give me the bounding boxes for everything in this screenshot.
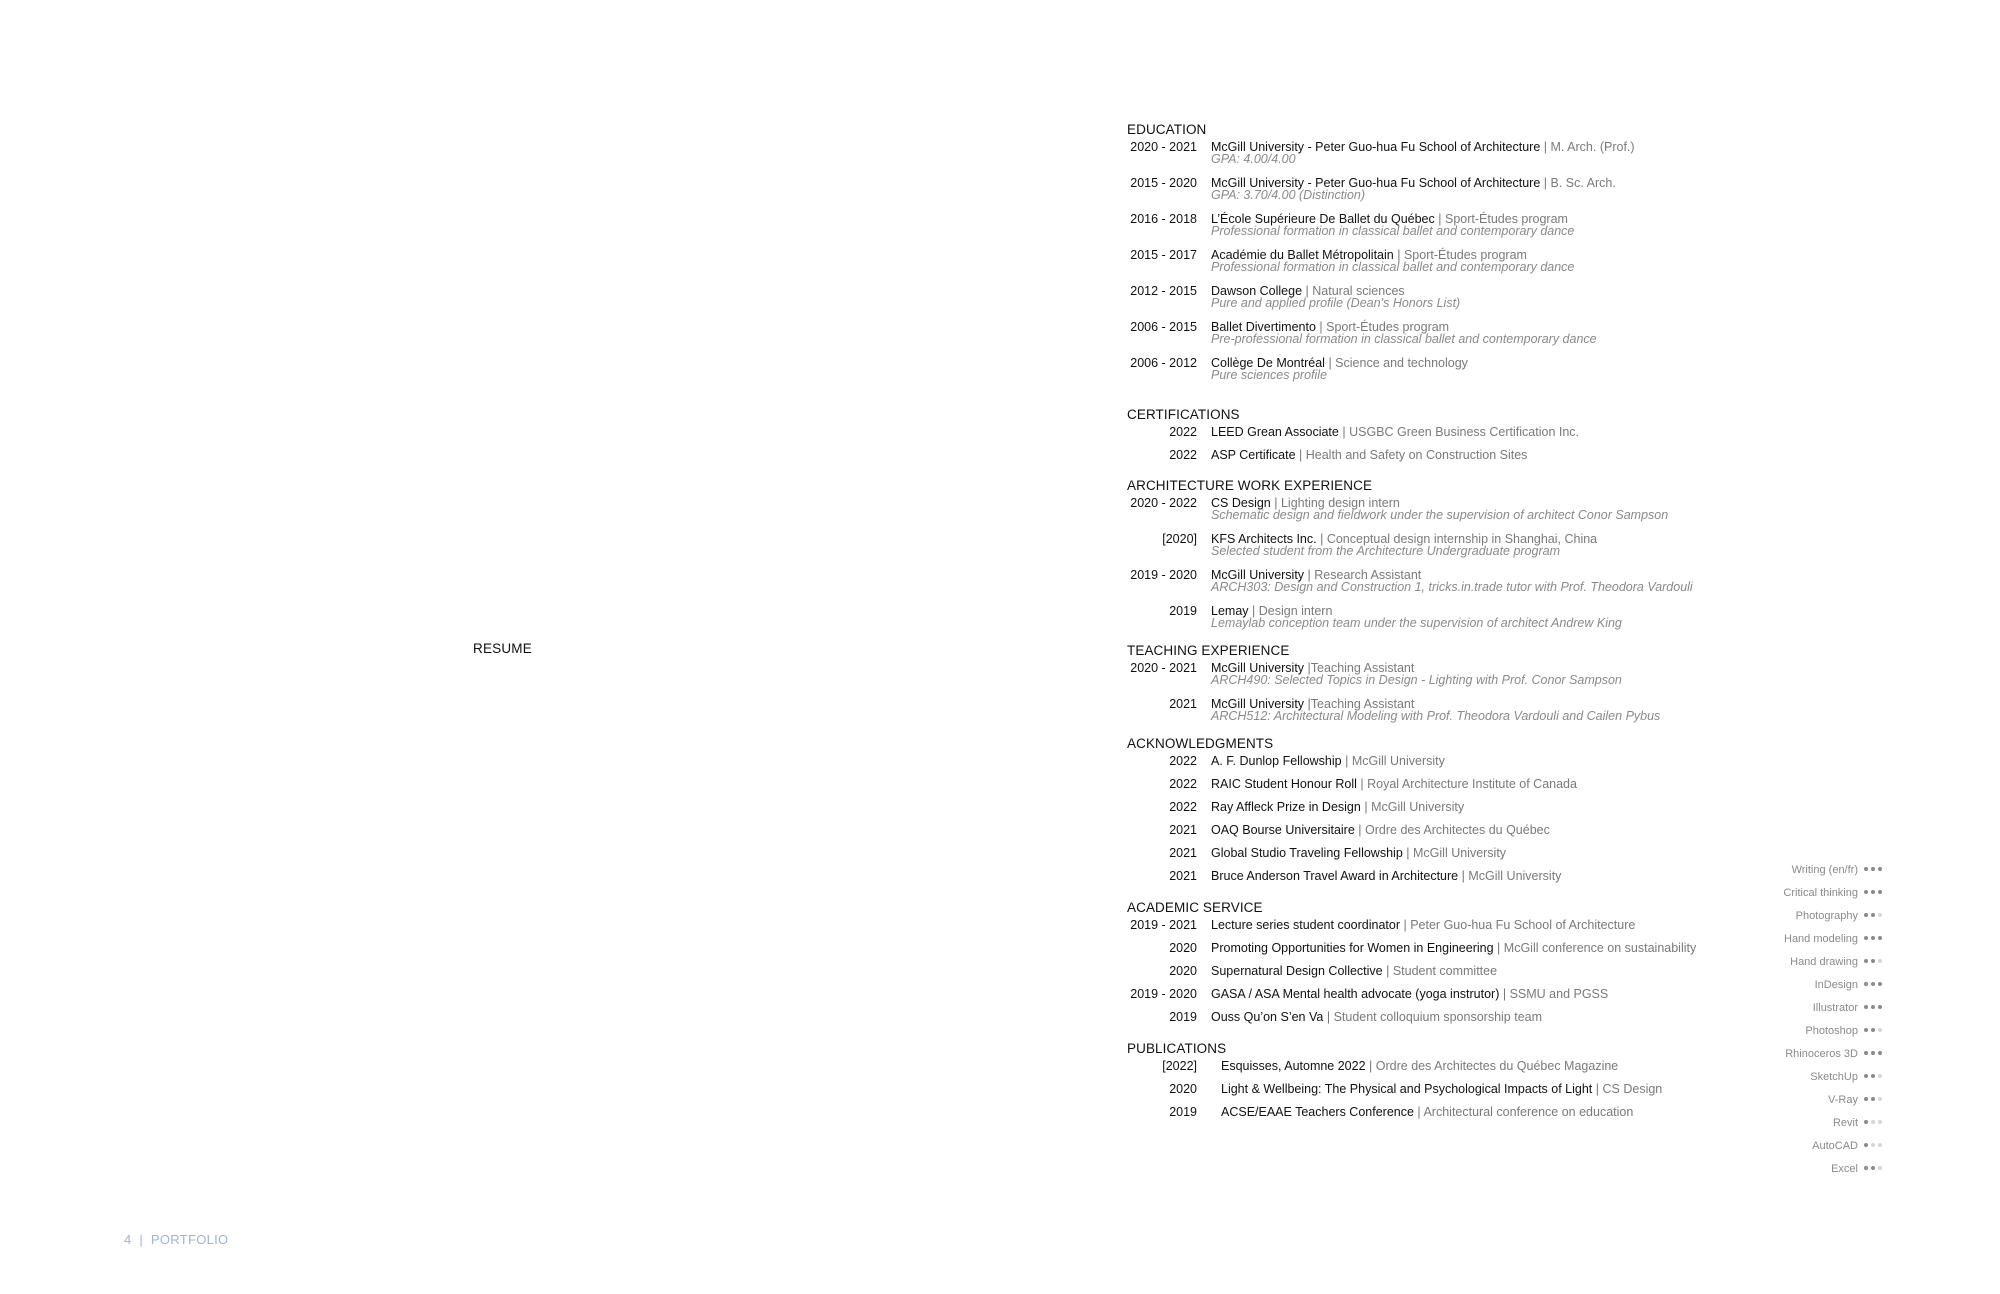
acknowledgment-entry: 2022 RAIC Student Honour Roll | Royal Architecture Institute of Canada (1127, 776, 1747, 799)
skill-item (1740, 862, 1882, 885)
rating-dot-empty-icon (1878, 1028, 1882, 1032)
entry-date: 2020 (1169, 964, 1197, 978)
entry-date: 2015 - 2020 (1130, 176, 1197, 190)
entry-detail: Sport-Études program (1403, 248, 1527, 262)
rating-dot-filled-icon (1871, 890, 1875, 894)
education-entry: 2012 - 2015 Dawson College | Natural sciences Pure and applied profile (Dean’s Honors List) (1127, 283, 1747, 319)
entry-title: Collège De Montréal (1211, 356, 1325, 370)
rating-dot-empty-icon (1878, 1120, 1882, 1124)
entry-title: ACSE/EAAE Teachers Conference (1221, 1105, 1414, 1119)
entry-detail: Ordre des Architectes du Québec Magazine (1375, 1059, 1619, 1073)
entry-title: McGill University (1211, 661, 1305, 675)
education-heading: EDUCATION (1127, 122, 1207, 137)
entry-date: 2021 (1169, 823, 1197, 837)
entry-date: 2020 (1169, 941, 1197, 955)
skill-name: V-Ray (1828, 1094, 1858, 1106)
rating-dot-empty-icon (1878, 913, 1882, 917)
entry-title: GASA / ASA Mental health advocate (yoga instrutor) (1211, 987, 1500, 1001)
entry-note: ARCH490: Selected Topics in Design - Lighting with Prof. Conor Sampson (1211, 673, 1622, 687)
page-number: 4 (124, 1232, 132, 1247)
acknowledgment-entry: 2022 Ray Affleck Prize in Design | McGill University (1127, 799, 1747, 822)
entry-title: Global Studio Traveling Fellowship (1211, 846, 1403, 860)
rating-dot-filled-icon (1871, 1028, 1875, 1032)
acknowledgment-entry: 2022 A. F. Dunlop Fellowship | McGill University (1127, 753, 1747, 776)
publication-entry: 2019 ACSE/EAAE Teachers Conference | Architectural conference on education (1127, 1104, 1747, 1127)
entry-detail: McGill University (1468, 869, 1562, 883)
rating-dot-empty-icon (1878, 959, 1882, 963)
acknowledgment-entry: 2021 OAQ Bourse Universitaire | Ordre des Architectes du Québec (1127, 822, 1747, 845)
rating-dot-filled-icon (1864, 890, 1868, 894)
skill-item (1740, 1046, 1882, 1069)
entry-title: KFS Architects Inc. (1211, 532, 1317, 546)
entry-date: [2022] (1162, 1059, 1197, 1073)
entry-detail: Student colloquium sponsorship team (1333, 1010, 1543, 1024)
education-entry: 2020 - 2021 McGill University - Peter Guo-hua Fu School of Architecture | M. Arch. (Prof.) GPA: 4.00/4.00 (1127, 139, 1747, 175)
acknowledgments-list (1127, 753, 1747, 891)
entry-date: 2022 (1169, 448, 1197, 462)
rating-dot-filled-icon (1871, 867, 1875, 871)
teaching-entry: 2020 - 2021 McGill University |Teaching Assistant ARCH490: Selected Topics in Design - Lighting with Prof. Conor Sampson (1127, 660, 1747, 696)
rating-dot-filled-icon (1864, 959, 1868, 963)
entry-title: LEED Grean Associate (1211, 425, 1339, 439)
entry-detail: Architectural conference on education (1423, 1105, 1634, 1119)
education-entry: 2015 - 2020 McGill University - Peter Guo-hua Fu School of Architecture | B. Sc. Arch. GPA: 3.70/4.00 (Distinction) (1127, 175, 1747, 211)
rating-dot-filled-icon (1864, 1051, 1868, 1055)
education-list (1127, 139, 1747, 391)
entry-date: 2020 - 2021 (1130, 661, 1197, 675)
rating-dot-filled-icon (1864, 1074, 1868, 1078)
skill-name: Rhinoceros 3D (1785, 1048, 1858, 1060)
entry-date: 2020 - 2022 (1130, 496, 1197, 510)
service-entry: 2019 Ouss Qu’on S’en Va | Student colloquium sponsorship team (1127, 1009, 1747, 1032)
entry-note: Pure sciences profile (1211, 368, 1328, 382)
skill-name: AutoCAD (1812, 1140, 1858, 1152)
architecture-heading: ARCHITECTURE WORK EXPERIENCE (1127, 478, 1373, 493)
academic-heading: ACADEMIC SERVICE (1127, 900, 1263, 915)
skill-item (1740, 977, 1882, 1000)
entry-date: 2015 - 2017 (1130, 248, 1197, 262)
skill-item (1740, 1138, 1882, 1161)
entry-note: Professional formation in classical ballet and contemporary dance (1211, 224, 1575, 238)
skill-item (1740, 1000, 1882, 1023)
entry-note: Pure and applied profile (Dean’s Honors List) (1211, 296, 1461, 310)
entry-title: Bruce Anderson Travel Award in Architecture (1211, 869, 1459, 883)
footer-separator: | (139, 1232, 144, 1247)
entry-date: 2022 (1169, 800, 1197, 814)
certifications-heading: CERTIFICATIONS (1127, 407, 1240, 422)
skill-rating (1861, 885, 1882, 901)
entry-detail: Peter Guo-hua Fu School of Architecture (1410, 918, 1636, 932)
entry-title: Esquisses, Automne 2022 (1221, 1059, 1366, 1073)
entry-detail: B. Sc. Arch. (1550, 176, 1616, 190)
entry-date: 2006 - 2015 (1130, 320, 1197, 334)
rating-dot-filled-icon (1864, 867, 1868, 871)
education-entry: 2016 - 2018 L’École Supérieure De Ballet du Québec | Sport-Études program Professional formation in classical ballet and contemporary dance (1127, 211, 1747, 247)
rating-dot-empty-icon (1878, 1074, 1882, 1078)
rating-dot-filled-icon (1864, 982, 1868, 986)
entry-detail: McGill conference on sustainability (1503, 941, 1697, 955)
rating-dot-empty-icon (1878, 1166, 1882, 1170)
rating-dot-filled-icon (1864, 1097, 1868, 1101)
entry-detail: M. Arch. (Prof.) (1550, 140, 1635, 154)
skill-rating (1861, 862, 1882, 878)
entry-date: 2021 (1169, 697, 1197, 711)
entry-detail: Teaching Assistant (1310, 661, 1415, 675)
work-entry: 2019 - 2020 McGill University | Research Assistant ARCH303: Design and Construction 1, tricks.in.trade tutor with Prof. Theodora Vardouli (1127, 567, 1747, 603)
entry-note: Pre-professional formation in classical ballet and contemporary dance (1211, 332, 1597, 346)
skill-name: Photoshop (1805, 1025, 1858, 1037)
entry-title: CS Design (1211, 496, 1271, 510)
entry-date: 2022 (1169, 777, 1197, 791)
entry-title: Académie du Ballet Métropolitain (1211, 248, 1394, 262)
skill-name: Revit (1832, 1117, 1858, 1129)
rating-dot-filled-icon (1878, 1005, 1882, 1009)
work-entry: [2020] KFS Architects Inc. | Conceptual design internship in Shanghai, China Selected student from the Architecture Undergraduate program (1127, 531, 1747, 567)
entry-title: Supernatural Design Collective (1211, 964, 1383, 978)
entry-detail: Health and Safety on Construction Sites (1305, 448, 1528, 462)
service-entry: 2019 - 2021 Lecture series student coordinator | Peter Guo-hua Fu School of Architecture (1127, 917, 1747, 940)
entry-title: Promoting Opportunities for Women in Engineering (1211, 941, 1494, 955)
skill-rating (1861, 977, 1882, 993)
entry-detail: Student committee (1392, 964, 1498, 978)
entry-title: McGill University (1211, 697, 1305, 711)
skill-name: Hand drawing (1790, 956, 1858, 968)
entry-note: Lemaylab conception team under the supervision of architect Andrew King (1211, 616, 1622, 630)
service-entry: 2020 Promoting Opportunities for Women in Engineering | McGill conference on sustainability (1127, 940, 1747, 963)
skill-item (1740, 931, 1882, 954)
rating-dot-filled-icon (1871, 936, 1875, 940)
rating-dot-filled-icon (1864, 1143, 1868, 1147)
publication-entry: [2022] Esquisses, Automne 2022 | Ordre des Architectes du Québec Magazine (1127, 1058, 1747, 1081)
entry-date: 2020 - 2021 (1130, 140, 1197, 154)
rating-dot-filled-icon (1864, 913, 1868, 917)
publications-heading: PUBLICATIONS (1127, 1041, 1227, 1056)
education-entry: 2015 - 2017 Académie du Ballet Métropolitain | Sport-Études program Professional formation in classical ballet and contemporary dance (1127, 247, 1747, 283)
skill-rating (1861, 1161, 1882, 1177)
entry-title: McGill University - Peter Guo-hua Fu School of Architecture (1211, 176, 1541, 190)
skill-item (1740, 1115, 1882, 1138)
architecture-list (1127, 495, 1747, 639)
entry-detail: Natural sciences (1312, 284, 1405, 298)
entry-detail: Royal Architecture Institute of Canada (1367, 777, 1577, 791)
entry-title: ASP Certificate (1211, 448, 1296, 462)
skill-name: Hand modeling (1784, 933, 1858, 945)
skill-rating (1861, 1069, 1882, 1085)
education-entry: 2006 - 2015 Ballet Divertimento | Sport-Études program Pre-professional formation in classical ballet and contemporary dance (1127, 319, 1747, 355)
entry-date: 2019 (1169, 1105, 1197, 1119)
entry-note: GPA: 4.00/4.00 (1211, 152, 1296, 166)
entry-detail: McGill University (1351, 754, 1445, 768)
entry-title: A. F. Dunlop Fellowship (1211, 754, 1342, 768)
skill-name: Excel (1831, 1163, 1858, 1175)
skill-item (1740, 1023, 1882, 1046)
entry-title: RAIC Student Honour Roll (1211, 777, 1357, 791)
entry-date: 2006 - 2012 (1130, 356, 1197, 370)
teaching-heading: TEACHING EXPERIENCE (1127, 643, 1290, 658)
skill-item (1740, 1092, 1882, 1115)
entry-note: ARCH303: Design and Construction 1, tricks.in.trade tutor with Prof. Theodora Vardouli (1211, 580, 1693, 594)
entry-title: Ballet Divertimento (1211, 320, 1316, 334)
skill-item (1740, 1069, 1882, 1092)
skill-name: SketchUp (1810, 1071, 1858, 1083)
rating-dot-filled-icon (1864, 1120, 1868, 1124)
rating-dot-empty-icon (1871, 1143, 1875, 1147)
rating-dot-filled-icon (1864, 1005, 1868, 1009)
certifications-list (1127, 424, 1747, 470)
skill-rating (1861, 1046, 1882, 1062)
entry-title: Light & Wellbeing: The Physical and Psychological Impacts of Light (1221, 1082, 1593, 1096)
entry-detail: Conceptual design internship in Shanghai, China (1326, 532, 1598, 546)
page-footer (124, 1232, 228, 1247)
entry-date: 2016 - 2018 (1130, 212, 1197, 226)
entry-detail: Lighting design intern (1280, 496, 1400, 510)
skill-item (1740, 1161, 1882, 1184)
rating-dot-filled-icon (1864, 1166, 1868, 1170)
entry-detail: Design intern (1258, 604, 1333, 618)
entry-date: 2021 (1169, 846, 1197, 860)
service-entry: 2020 Supernatural Design Collective | Student committee (1127, 963, 1747, 986)
publication-entry: 2020 Light & Wellbeing: The Physical and Psychological Impacts of Light | CS Design (1127, 1081, 1747, 1104)
entry-detail: McGill University (1413, 846, 1507, 860)
skill-name: Critical thinking (1783, 887, 1858, 899)
entry-date: 2021 (1169, 869, 1197, 883)
skill-rating (1861, 1115, 1882, 1131)
rating-dot-filled-icon (1871, 982, 1875, 986)
rating-dot-filled-icon (1871, 1051, 1875, 1055)
entry-date: 2022 (1169, 425, 1197, 439)
skill-item (1740, 885, 1882, 908)
skills-list (1740, 862, 1882, 1184)
skill-name: Writing (en/fr) (1791, 864, 1858, 876)
entry-note: Schematic design and fieldwork under the supervision of architect Conor Sampson (1211, 508, 1669, 522)
education-entry: 2006 - 2012 Collège De Montréal | Science and technology Pure sciences profile (1127, 355, 1747, 391)
footer-label: PORTFOLIO (150, 1232, 229, 1247)
teaching-entry: 2021 McGill University |Teaching Assistant ARCH512: Architectural Modeling with Prof. Theodora Vardouli and Cailen Pybus (1127, 696, 1747, 732)
skill-name: Photography (1795, 910, 1858, 922)
entry-title: McGill University (1211, 568, 1305, 582)
rating-dot-filled-icon (1864, 936, 1868, 940)
entry-detail: USGBC Green Business Certification Inc. (1349, 425, 1580, 439)
skill-item (1740, 908, 1882, 931)
rating-dot-filled-icon (1878, 867, 1882, 871)
acknowledgments-heading: ACKNOWLEDGMENTS (1127, 736, 1274, 751)
skill-rating (1861, 1000, 1882, 1016)
rating-dot-filled-icon (1871, 1005, 1875, 1009)
rating-dot-empty-icon (1878, 1143, 1882, 1147)
entry-date: 2020 (1169, 1082, 1197, 1096)
entry-detail: Research Assistant (1314, 568, 1422, 582)
entry-note: GPA: 3.70/4.00 (Distinction) (1211, 188, 1366, 202)
rating-dot-filled-icon (1871, 959, 1875, 963)
work-entry: 2019 Lemay | Design intern Lemaylab conception team under the supervision of architect Andrew King (1127, 603, 1747, 639)
entry-detail: CS Design (1602, 1082, 1663, 1096)
entry-date: 2019 - 2020 (1130, 987, 1197, 1001)
rating-dot-filled-icon (1864, 1028, 1868, 1032)
skill-rating (1861, 1138, 1882, 1154)
entry-date: 2019 - 2021 (1130, 918, 1197, 932)
entry-date: 2019 (1169, 604, 1197, 618)
entry-date: 2012 - 2015 (1130, 284, 1197, 298)
rating-dot-filled-icon (1871, 913, 1875, 917)
entry-detail: Sport-Études program (1444, 212, 1568, 226)
skill-rating (1861, 1023, 1882, 1039)
entry-title: Ouss Qu’on S’en Va (1211, 1010, 1324, 1024)
entry-note: ARCH512: Architectural Modeling with Prof. Theodora Vardouli and Cailen Pybus (1211, 709, 1661, 723)
skill-item (1740, 954, 1882, 977)
entry-title: Lecture series student coordinator (1211, 918, 1400, 932)
entry-title: OAQ Bourse Universitaire (1211, 823, 1355, 837)
publications-list (1127, 1058, 1747, 1127)
acknowledgment-entry: 2021 Global Studio Traveling Fellowship | McGill University (1127, 845, 1747, 868)
entry-detail: SSMU and PGSS (1509, 987, 1609, 1001)
entry-title: Ray Affleck Prize in Design (1211, 800, 1361, 814)
skill-rating (1861, 908, 1882, 924)
rating-dot-filled-icon (1878, 982, 1882, 986)
entry-title: McGill University - Peter Guo-hua Fu School of Architecture (1211, 140, 1541, 154)
work-entry: 2020 - 2022 CS Design | Lighting design intern Schematic design and fieldwork under the supervision of architect Conor Sampson (1127, 495, 1747, 531)
rating-dot-filled-icon (1878, 1051, 1882, 1055)
entry-title: L’École Supérieure De Ballet du Québec (1211, 212, 1435, 226)
teaching-list (1127, 660, 1747, 732)
entry-note: Professional formation in classical ballet and contemporary dance (1211, 260, 1575, 274)
rating-dot-filled-icon (1871, 1097, 1875, 1101)
skill-rating (1861, 954, 1882, 970)
resume-content (1127, 120, 1747, 1127)
skill-rating (1861, 931, 1882, 947)
entry-detail: Sport-Études program (1326, 320, 1450, 334)
service-entry: 2019 - 2020 GASA / ASA Mental health advocate (yoga instrutor) | SSMU and PGSS (1127, 986, 1747, 1009)
rating-dot-filled-icon (1878, 890, 1882, 894)
rating-dot-filled-icon (1871, 1166, 1875, 1170)
page-title: RESUME (473, 641, 532, 656)
entry-date: 2022 (1169, 754, 1197, 768)
certification-entry: 2022 LEED Grean Associate | USGBC Green Business Certification Inc. (1127, 424, 1747, 447)
entry-date: 2019 - 2020 (1130, 568, 1197, 582)
skill-name: InDesign (1814, 979, 1858, 991)
rating-dot-empty-icon (1871, 1120, 1875, 1124)
entry-date: 2019 (1169, 1010, 1197, 1024)
entry-title: Dawson College (1211, 284, 1303, 298)
rating-dot-empty-icon (1878, 1097, 1882, 1101)
entry-detail: Ordre des Architectes du Québec (1365, 823, 1550, 837)
skill-name: Illustrator (1812, 1002, 1858, 1014)
entry-date: [2020] (1162, 532, 1197, 546)
rating-dot-filled-icon (1871, 1074, 1875, 1078)
entry-detail: McGill University (1371, 800, 1465, 814)
academic-list (1127, 917, 1747, 1032)
entry-detail: Science and technology (1335, 356, 1468, 370)
entry-title: Lemay (1211, 604, 1249, 618)
certification-entry: 2022 ASP Certificate | Health and Safety on Construction Sites (1127, 447, 1747, 470)
acknowledgment-entry: 2021 Bruce Anderson Travel Award in Architecture | McGill University (1127, 868, 1747, 891)
entry-detail: Teaching Assistant (1310, 697, 1415, 711)
rating-dot-filled-icon (1878, 936, 1882, 940)
skill-rating (1861, 1092, 1882, 1108)
entry-note: Selected student from the Architecture Undergraduate program (1211, 544, 1561, 558)
